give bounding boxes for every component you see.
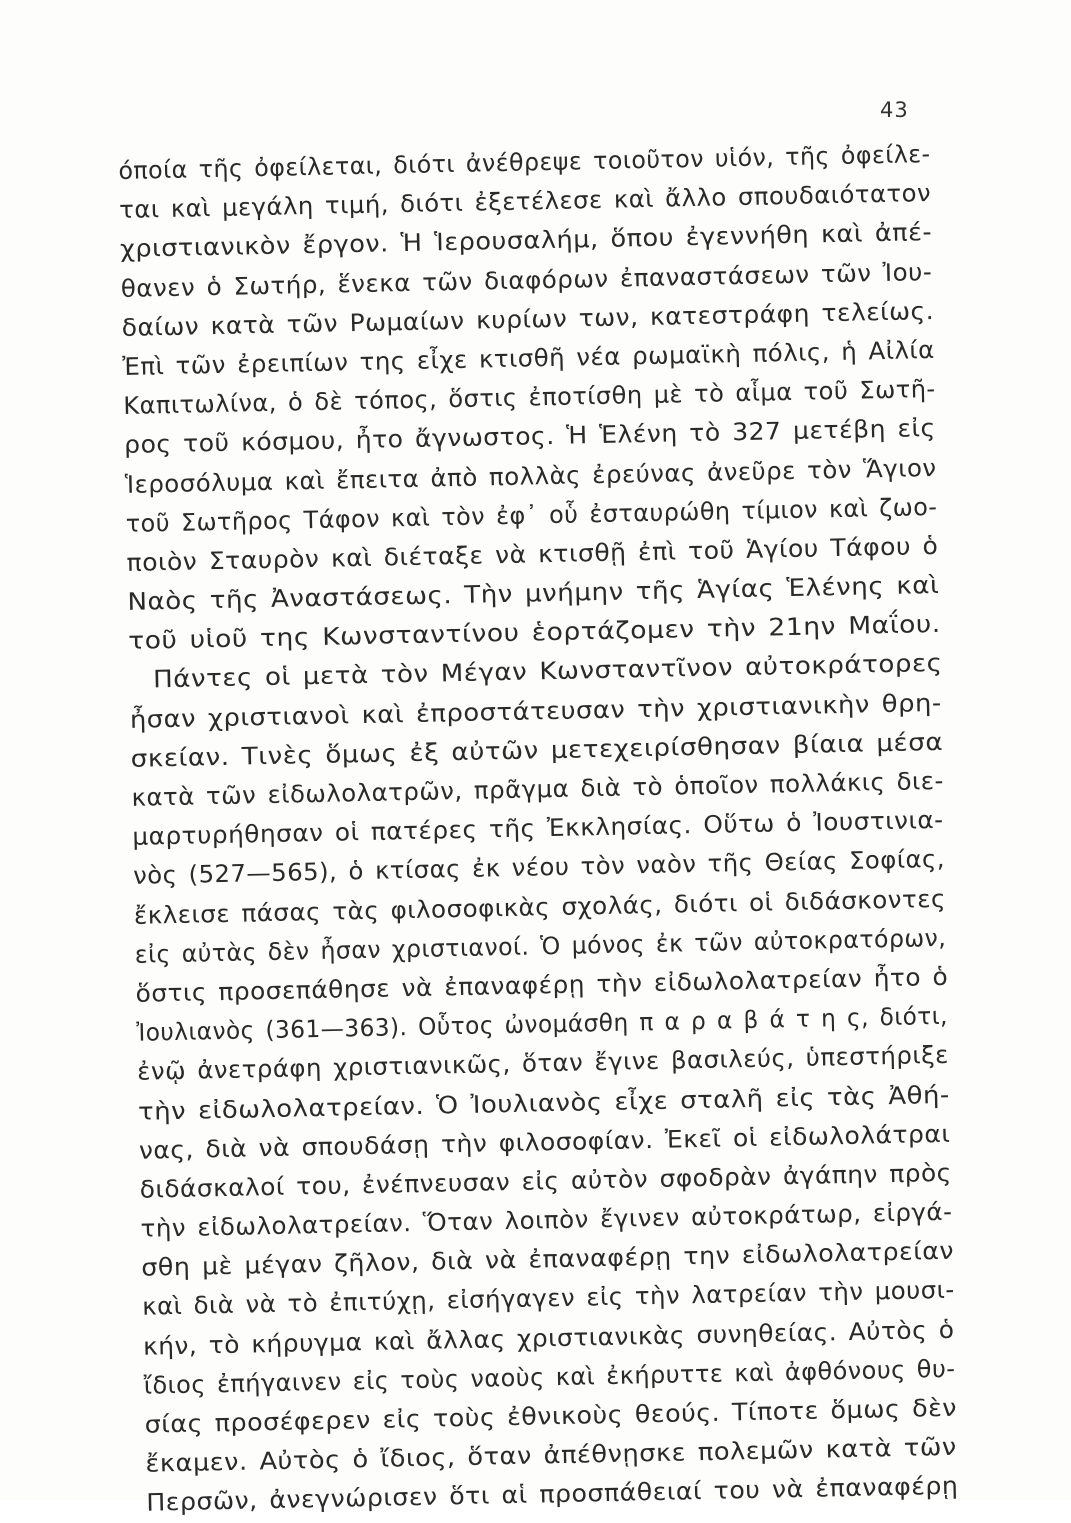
body-text xyxy=(118,135,967,1523)
text-line: τὴν εἰδωλολατρείαν. Ὅταν λοιπὸν ἔγινεν αὐτοκράτωρ, εἰργά- xyxy=(140,1197,953,1243)
text-line: Ἰουλιανὸς (361—363). Οὗτος ὠνομάσθη π α ρ α β ά τ η ς, διότι, xyxy=(136,1001,949,1047)
text-line: καὶ διὰ νὰ τὸ ἐπιτύχῃ, εἰσήγαγεν εἰς τὴν λατρείαν τὴν μουσι- xyxy=(141,1276,955,1322)
text-line: ἐνῷ ἀνετράφη χριστιανικῶς, ὅταν ἔγινε βασιλεύς, ὑπεστήριξε xyxy=(136,1041,950,1087)
text-line: όποία τῆς ὀφείλεται, διότι ἀνέθρεψε τοιοῦτον υἱόν, τῆς ὀφείλε- xyxy=(118,139,931,185)
page-number: 43 xyxy=(880,98,909,122)
text-line: Ἱεροσόλυμα καὶ ἔπειτα ἀπὸ πολλὰς ἐρεύνας ἀνεῦρε τὸν Ἅγιον xyxy=(124,453,937,499)
text-line: διδάσκαλοί του, ἐνέπνευσαν εἰς αὐτὸν σφοδρὰν ἀγάπην πρὸς xyxy=(139,1158,952,1204)
text-line: ἔκλεισε πάσας τὰς φιλοσοφικὰς σχολάς, διότι οἱ διδάσκοντες xyxy=(133,884,947,930)
text-line: ἦσαν χριστιανοὶ καὶ ἐπροστάτευσαν τὴν χριστιανικὴν θρη- xyxy=(129,688,942,734)
text-line: νὸς (527—565), ὁ κτίσας ἐκ νέου τὸν ναὸν τῆς Θείας Σοφίας, xyxy=(132,845,946,891)
text-line: σκείαν. Τινὲς ὅμως ἐξ αὐτῶν μετεχειρίσθησαν βίαια μέσα xyxy=(130,727,944,773)
text-line: Ἐπὶ τῶν ἐρειπίων της εἶχε κτισθῆ νέα ρωμαϊκὴ πόλις, ἡ Αἰλία xyxy=(122,335,936,381)
text-line: σθη μὲ μέγαν ζῆλον, διὰ νὰ ἐπαναφέρῃ την εἰδωλολατρείαν xyxy=(141,1236,955,1283)
text-line: τὴν εἰδωλολατρείαν. Ὁ Ἰουλιανὸς εἶχε σταλῆ εἰς τὰς Ἀθή- xyxy=(137,1080,951,1126)
text-line: χριστιανικὸν ἔργον. Ἡ Ἱερουσαλήμ, ὅπου ἐγεννήθη καὶ ἀπέ- xyxy=(119,218,933,264)
text-line: εἰς αὐτὰς δὲν ἦσαν χριστιανοί. Ὁ μόνος ἐκ τῶν αὐτοκρατόρων, xyxy=(134,923,947,969)
text-line: Περσῶν, ἀνεγνώρισεν ὅτι αἱ προσπάθειαί του νὰ ἐπαναφέρῃ xyxy=(146,1472,959,1518)
text-line: δαίων κατὰ τῶν Ρωμαίων κυρίων των, κατεστράφη τελείως. xyxy=(121,296,935,342)
text-line: θανεν ὁ Σωτήρ, ἕνεκα τῶν διαφόρων ἐπαναστάσεων τῶν Ἰου- xyxy=(120,257,933,303)
text-line: νας, διὰ νὰ σπουδάσῃ τὴν φιλοσοφίαν. Ἐκεῖ οἱ εἰδωλολάτραι xyxy=(138,1119,951,1165)
text-line: τοῦ υἱοῦ της Κωνσταντίνου ἑορτάζομεν τὴν 21ην Μαΐου. xyxy=(127,610,942,656)
text-line: ὅστις προσεπάθησε νὰ ἐπαναφέρῃ τὴν εἰδωλολατρείαν ἦτο ὁ xyxy=(135,962,949,1008)
text-line: Ναὸς τῆς Ἀναστάσεως. Τὴν μνήμην τῆς Ἁγίας Ἑλένης καὶ xyxy=(127,570,940,616)
text-line: κατὰ τῶν εἰδωλολατρῶν, πρᾶγμα διὰ τὸ ὁποῖον πολλάκις διε- xyxy=(131,766,944,812)
text-line: ἴδιος ἐπήγαινεν εἰς τοὺς ναοὺς καὶ ἐκήρυττε καὶ ἀφθόνους θυ- xyxy=(143,1354,956,1400)
text-line: κήν, τὸ κήρυγμα καὶ ἄλλας χριστιανικὰς συνηθείας. Αὐτὸς ὁ xyxy=(142,1315,955,1361)
text-line: ποιὸν Σταυρὸν καὶ διέταξε νὰ κτισθῇ ἐπὶ τοῦ Ἁγίου Τάφου ὁ xyxy=(126,531,939,577)
text-line: ρος τοῦ κόσμου, ἦτο ἄγνωστος. Ἡ Ἑλένη τὸ 327 μετέβη εἰς xyxy=(123,414,936,460)
text-line: μαρτυρήθησαν οἱ πατέρες τῆς Ἐκκλησίας. Οὕτω ὁ Ἰουστινια- xyxy=(132,806,944,852)
text-line: Καπιτωλίνα, ὁ δὲ τόπος, ὅστις ἐποτίσθη μὲ τὸ αἷμα τοῦ Σωτῆ- xyxy=(123,375,936,421)
text-line: ἔκαμεν. Αὐτὸς ὁ ἴδιος, ὅταν ἀπέθνῃσκε πολεμῶν κατὰ τῶν xyxy=(145,1432,957,1478)
text-line: τοῦ Σωτῆρος Τάφον καὶ τὸν ἐφ᾽ οὗ ἐσταυρώθη τίμιον καὶ ζωο- xyxy=(125,492,938,538)
text-line: ται καὶ μεγάλη τιμή, διότι ἐξετέλεσε καὶ ἄλλο σπουδαιότατον xyxy=(118,179,932,225)
text-line: Πάντες οἱ μετὰ τὸν Μέγαν Κωνσταντῖνον αὐτοκράτορες xyxy=(152,649,943,694)
text-line: σίας προσέφερεν εἰς τοὺς ἐθνικοὺς θεούς. Τίποτε ὅμως δὲν xyxy=(144,1393,958,1439)
